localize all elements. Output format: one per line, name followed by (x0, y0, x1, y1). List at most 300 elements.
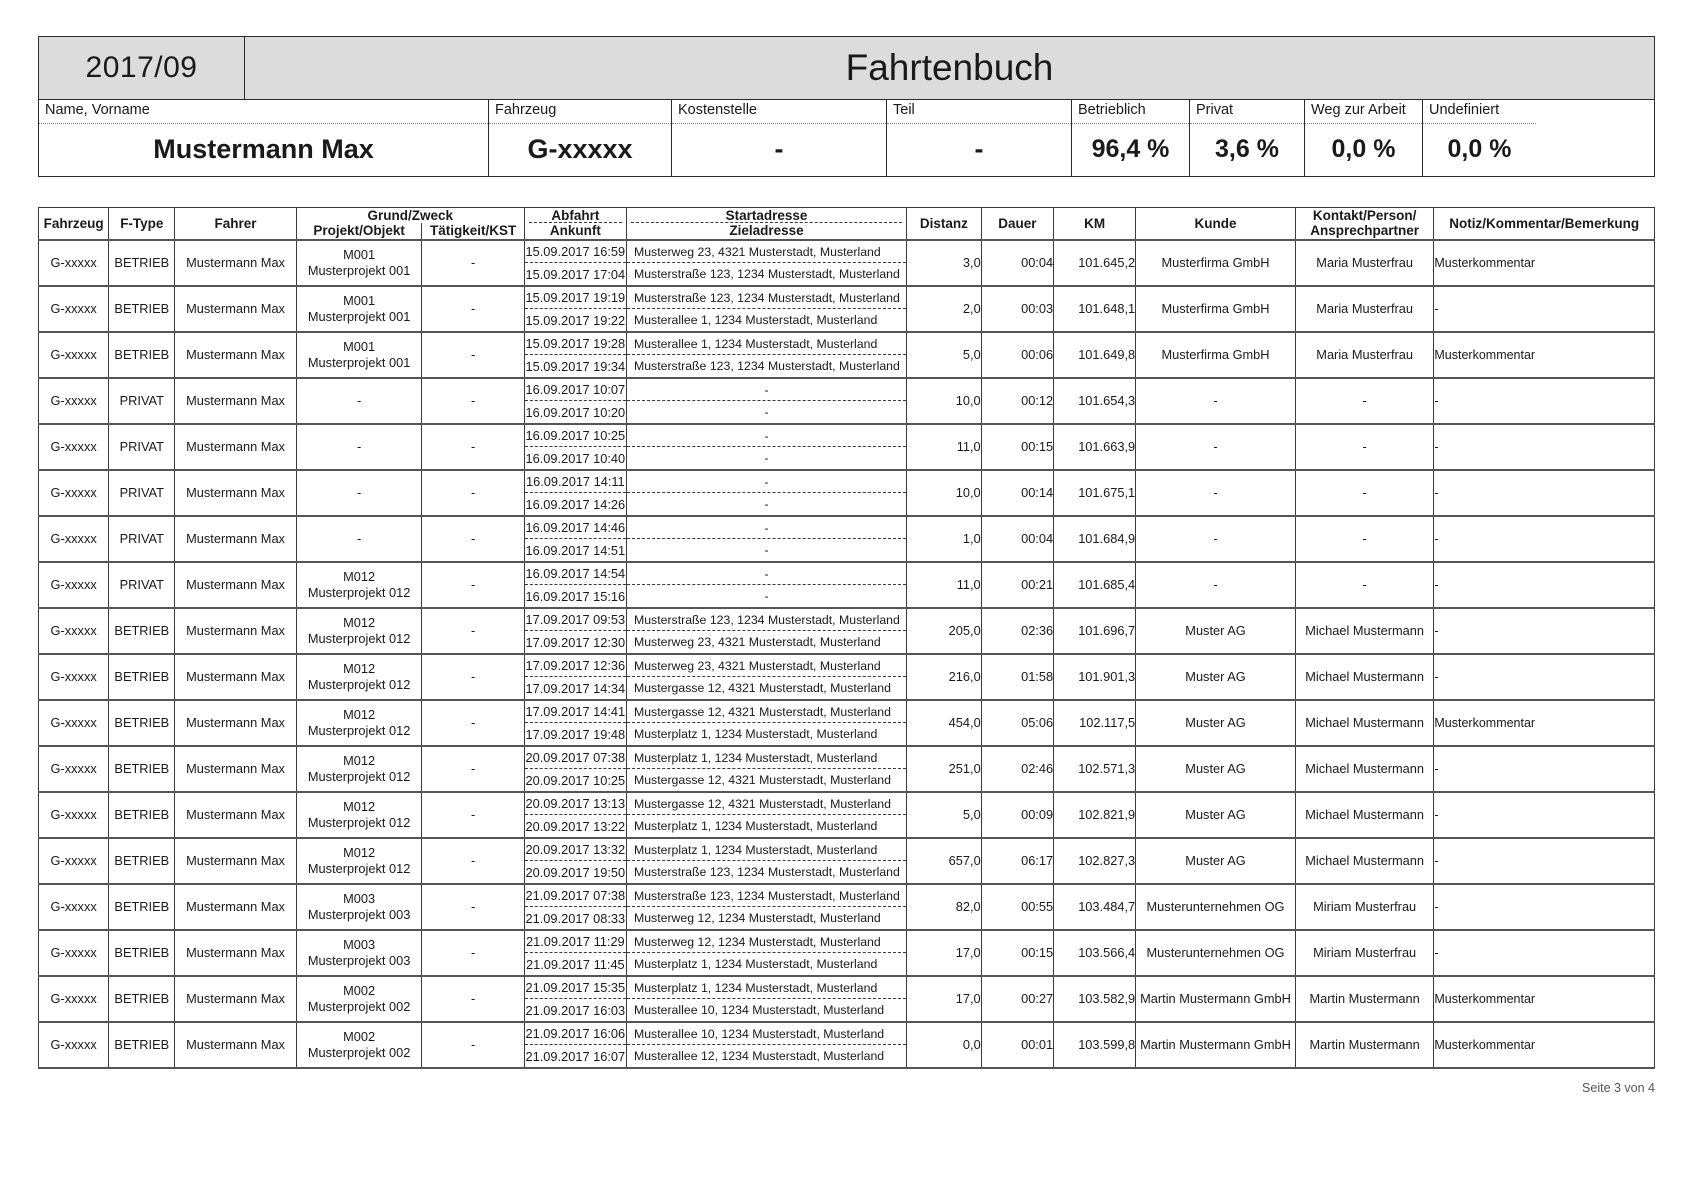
cell-km: 101.675,1 (1054, 470, 1136, 516)
zieladresse: Musterplatz 1, 1234 Musterstadt, Musterland (633, 727, 878, 742)
cell-ftype: BETRIEB (109, 286, 175, 332)
cell-abfahrt-ankunft (524, 700, 626, 746)
cell-fahrer: Mustermann Max (175, 654, 296, 700)
ankunft-time: 21.09.2017 16:03 (525, 1002, 626, 1018)
ankunft-time: 21.09.2017 11:45 (526, 956, 625, 972)
col-header-kontakt-line1: Kontakt/Person/ (1312, 207, 1417, 223)
abfahrt-time: 21.09.2017 15:35 (525, 977, 626, 1000)
cell-kontakt: Michael Mustermann (1295, 654, 1433, 700)
cell-distanz: 251,0 (907, 746, 982, 792)
cell-km: 103.582,9 (1054, 976, 1136, 1022)
cell-distanz: 82,0 (907, 884, 982, 930)
zieladresse: - (764, 543, 769, 558)
cell-kunde: Musterfirma GmbH (1136, 332, 1296, 378)
cell-taetigkeit-kst: - (422, 792, 524, 838)
ankunft-time: 15.09.2017 19:34 (525, 358, 626, 374)
cell-fahrer: Mustermann Max (175, 378, 296, 424)
cell-kunde: Muster AG (1136, 608, 1296, 654)
cell-taetigkeit-kst: - (422, 332, 524, 378)
table-row[interactable] (39, 332, 1655, 378)
cell-kontakt: Michael Mustermann (1295, 838, 1433, 884)
projekt-code: M003 (343, 936, 376, 952)
cell-km: 102.827,3 (1054, 838, 1136, 884)
cell-start-ziel-adresse (626, 884, 906, 930)
cell-kontakt: Martin Mustermann (1295, 976, 1433, 1022)
cell-kunde: - (1136, 470, 1296, 516)
cell-taetigkeit-kst: - (422, 424, 524, 470)
header-field-private-value: 3,6 % (1215, 135, 1279, 164)
header-field-private-label: Privat (1190, 100, 1304, 124)
cell-ftype: BETRIEB (109, 1022, 175, 1068)
abfahrt-time: 17.09.2017 12:36 (525, 655, 626, 678)
header-field-business-value: 96,4 % (1091, 135, 1170, 164)
cell-fahrer: Mustermann Max (175, 838, 296, 884)
cell-start-ziel-adresse (626, 976, 906, 1022)
ankunft-time: 16.09.2017 15:16 (525, 588, 626, 604)
cell-notiz: Musterkommentar (1434, 332, 1655, 378)
cell-kontakt: Maria Musterfrau (1295, 286, 1433, 332)
cell-fahrzeug: G-xxxxx (39, 286, 109, 332)
zieladresse: Musterstraße 123, 1234 Musterstadt, Musterland (633, 267, 900, 282)
cell-fahrzeug: G-xxxxx (39, 1022, 109, 1068)
cell-dauer: 00:04 (981, 516, 1053, 562)
cell-fahrzeug: G-xxxxx (39, 746, 109, 792)
cell-fahrzeug: G-xxxxx (39, 838, 109, 884)
header-field-vehicle-value: G-xxxxx (527, 134, 633, 165)
cell-taetigkeit-kst: - (422, 930, 524, 976)
zieladresse: Musterweg 12, 1234 Musterstadt, Musterland (633, 911, 881, 926)
projekt-name: Musterprojekt 012 (307, 630, 411, 646)
cell-abfahrt-ankunft (524, 240, 626, 286)
cell-taetigkeit-kst: - (422, 470, 524, 516)
header-field-commute-label: Weg zur Arbeit (1305, 100, 1422, 124)
header-field-part (887, 100, 1072, 176)
cell-projekt-objekt (296, 286, 422, 332)
table-row[interactable] (39, 884, 1655, 930)
cell-fahrzeug: G-xxxxx (39, 240, 109, 286)
cell-dauer: 01:58 (981, 654, 1053, 700)
cell-taetigkeit-kst: - (422, 838, 524, 884)
projekt-name: Musterprojekt 001 (307, 308, 411, 324)
startadresse: Musterweg 23, 4321 Musterstadt, Musterland (627, 655, 906, 678)
projekt-name: Musterprojekt 003 (307, 952, 411, 968)
cell-dauer: 02:36 (981, 608, 1053, 654)
projekt-code: - (356, 484, 362, 500)
header-field-name-value: Mustermann Max (153, 134, 374, 165)
cell-kunde: Muster AG (1136, 792, 1296, 838)
cell-taetigkeit-kst: - (422, 884, 524, 930)
cell-distanz: 2,0 (907, 286, 982, 332)
period-label: 2017/09 (39, 37, 245, 99)
cell-fahrzeug: G-xxxxx (39, 930, 109, 976)
table-row[interactable] (39, 654, 1655, 700)
abfahrt-time: 16.09.2017 14:54 (525, 563, 626, 586)
table-row[interactable] (39, 746, 1655, 792)
abfahrt-time: 20.09.2017 13:13 (525, 793, 626, 816)
ankunft-time: 20.09.2017 10:25 (525, 772, 626, 788)
projekt-name: Musterprojekt 012 (307, 584, 411, 600)
col-header-projekt-objekt: Projekt/Objekt (296, 223, 422, 240)
col-header-kontakt-line2: Ansprechpartner (1310, 223, 1420, 239)
cell-fahrzeug: G-xxxxx (39, 884, 109, 930)
table-row[interactable] (39, 976, 1655, 1022)
zieladresse: Musterallee 10, 1234 Musterstadt, Musterland (633, 1003, 885, 1018)
projekt-code: M012 (343, 660, 376, 676)
abfahrt-time: 17.09.2017 14:41 (525, 701, 626, 724)
col-header-distanz: Distanz (907, 207, 982, 240)
zieladresse: Musterallee 12, 1234 Musterstadt, Musterland (633, 1049, 885, 1064)
table-row[interactable] (39, 608, 1655, 654)
abfahrt-time: 15.09.2017 19:28 (525, 333, 626, 356)
ankunft-time: 15.09.2017 19:22 (525, 312, 626, 328)
trip-log-table-container (38, 207, 1655, 1069)
document-header (38, 36, 1655, 177)
cell-fahrer: Mustermann Max (175, 792, 296, 838)
cell-kunde: - (1136, 378, 1296, 424)
cell-taetigkeit-kst: - (422, 378, 524, 424)
ankunft-time: 16.09.2017 14:51 (525, 542, 626, 558)
cell-notiz: Musterkommentar (1434, 240, 1655, 286)
cell-distanz: 5,0 (907, 332, 982, 378)
zieladresse: Mustergasse 12, 4321 Musterstadt, Musterland (633, 681, 891, 696)
cell-dauer: 05:06 (981, 700, 1053, 746)
cell-abfahrt-ankunft (524, 562, 626, 608)
projekt-code: M002 (343, 1028, 376, 1044)
cell-kunde: Muster AG (1136, 838, 1296, 884)
startadresse: Musterstraße 123, 1234 Musterstadt, Musterland (627, 287, 906, 310)
cell-distanz: 17,0 (907, 930, 982, 976)
cell-abfahrt-ankunft (524, 608, 626, 654)
zieladresse: - (764, 451, 769, 466)
header-field-vehicle (489, 100, 672, 176)
cell-notiz: - (1434, 792, 1655, 838)
ankunft-time: 16.09.2017 10:40 (525, 450, 626, 466)
cell-distanz: 10,0 (907, 378, 982, 424)
header-field-costcenter-value: - (774, 134, 784, 165)
table-row[interactable] (39, 562, 1655, 608)
abfahrt-time: 21.09.2017 11:29 (525, 931, 626, 954)
cell-notiz: - (1434, 654, 1655, 700)
cell-ftype: BETRIEB (109, 884, 175, 930)
ankunft-time: 16.09.2017 10:20 (525, 404, 626, 420)
table-row[interactable] (39, 240, 1655, 286)
cell-fahrer: Mustermann Max (175, 976, 296, 1022)
cell-distanz: 11,0 (907, 562, 982, 608)
cell-km: 101.649,8 (1054, 332, 1136, 378)
projekt-code: M003 (343, 890, 376, 906)
cell-km: 101.654,3 (1054, 378, 1136, 424)
col-header-ftype: F-Type (109, 207, 175, 240)
projekt-code: - (356, 392, 362, 408)
header-field-business-label: Betrieblich (1072, 100, 1189, 124)
cell-notiz: Musterkommentar (1434, 976, 1655, 1022)
ankunft-time: 17.09.2017 19:48 (525, 726, 626, 742)
projekt-name: Musterprojekt 012 (307, 722, 411, 738)
cell-km: 102.821,9 (1054, 792, 1136, 838)
cell-projekt-objekt (296, 562, 422, 608)
cell-projekt-objekt (296, 654, 422, 700)
zieladresse: Musterplatz 1, 1234 Musterstadt, Musterland (633, 819, 878, 834)
cell-taetigkeit-kst: - (422, 1022, 524, 1068)
header-field-undefined-value: 0,0 % (1447, 135, 1512, 164)
cell-kunde: Muster AG (1136, 746, 1296, 792)
cell-start-ziel-adresse (626, 838, 906, 884)
ankunft-time: 15.09.2017 17:04 (525, 266, 626, 282)
cell-fahrer: Mustermann Max (175, 930, 296, 976)
cell-fahrer: Mustermann Max (175, 286, 296, 332)
cell-distanz: 5,0 (907, 792, 982, 838)
table-row[interactable] (39, 424, 1655, 470)
startadresse: - (627, 379, 906, 402)
col-header-grund-zweck: Grund/Zweck (296, 207, 524, 223)
cell-kontakt: Michael Mustermann (1295, 700, 1433, 746)
cell-start-ziel-adresse (626, 930, 906, 976)
cell-fahrzeug: G-xxxxx (39, 332, 109, 378)
cell-dauer: 00:27 (981, 976, 1053, 1022)
projekt-name: Musterprojekt 002 (307, 998, 411, 1014)
col-header-fahrzeug: Fahrzeug (39, 207, 109, 240)
cell-start-ziel-adresse (626, 562, 906, 608)
abfahrt-time: 16.09.2017 14:11 (525, 471, 626, 494)
abfahrt-time: 17.09.2017 09:53 (525, 609, 626, 632)
header-field-part-label: Teil (887, 100, 1071, 124)
cell-notiz: - (1434, 470, 1655, 516)
cell-ftype: PRIVAT (109, 424, 175, 470)
cell-kunde: Musterunternehmen OG (1136, 930, 1296, 976)
cell-start-ziel-adresse (626, 1022, 906, 1068)
cell-projekt-objekt (296, 930, 422, 976)
cell-fahrzeug: G-xxxxx (39, 424, 109, 470)
table-body (39, 240, 1655, 1068)
cell-abfahrt-ankunft (524, 516, 626, 562)
header-field-undefined (1423, 100, 1536, 176)
startadresse: - (627, 471, 906, 494)
header-field-undefined-label: Undefiniert (1423, 100, 1536, 124)
header-field-business (1072, 100, 1190, 176)
cell-taetigkeit-kst: - (422, 700, 524, 746)
cell-notiz: - (1434, 838, 1655, 884)
cell-projekt-objekt (296, 976, 422, 1022)
abfahrt-time: 20.09.2017 07:38 (525, 747, 626, 770)
cell-km: 101.901,3 (1054, 654, 1136, 700)
cell-ftype: BETRIEB (109, 700, 175, 746)
startadresse: Mustergasse 12, 4321 Musterstadt, Musterland (627, 701, 906, 724)
cell-abfahrt-ankunft (524, 654, 626, 700)
header-field-vehicle-label: Fahrzeug (489, 100, 671, 124)
cell-notiz: - (1434, 746, 1655, 792)
table-row[interactable] (39, 792, 1655, 838)
cell-distanz: 657,0 (907, 838, 982, 884)
col-header-fahrer: Fahrer (175, 207, 296, 240)
startadresse: Musterweg 23, 4321 Musterstadt, Musterland (627, 241, 906, 264)
cell-projekt-objekt (296, 884, 422, 930)
header-field-name-label: Name, Vorname (39, 100, 488, 124)
header-fields-row (39, 99, 1654, 176)
cell-fahrzeug: G-xxxxx (39, 792, 109, 838)
cell-kontakt: - (1295, 378, 1433, 424)
cell-taetigkeit-kst: - (422, 240, 524, 286)
table-row[interactable] (39, 516, 1655, 562)
ankunft-time: 20.09.2017 13:22 (525, 818, 626, 834)
table-row[interactable] (39, 286, 1655, 332)
cell-fahrzeug: G-xxxxx (39, 976, 109, 1022)
zieladresse: Musterweg 23, 4321 Musterstadt, Musterland (633, 635, 881, 650)
table-row[interactable] (39, 700, 1655, 746)
cell-notiz: Musterkommentar (1434, 700, 1655, 746)
cell-km: 103.566,4 (1054, 930, 1136, 976)
cell-projekt-objekt (296, 470, 422, 516)
projekt-code: - (356, 530, 362, 546)
cell-ftype: BETRIEB (109, 930, 175, 976)
cell-abfahrt-ankunft (524, 884, 626, 930)
cell-abfahrt-ankunft (524, 286, 626, 332)
projekt-code: - (356, 438, 362, 454)
cell-fahrzeug: G-xxxxx (39, 470, 109, 516)
cell-projekt-objekt (296, 608, 422, 654)
cell-ftype: BETRIEB (109, 746, 175, 792)
cell-fahrer: Mustermann Max (175, 884, 296, 930)
cell-notiz: - (1434, 608, 1655, 654)
cell-dauer: 00:55 (981, 884, 1053, 930)
cell-fahrzeug: G-xxxxx (39, 608, 109, 654)
cell-projekt-objekt (296, 838, 422, 884)
startadresse: - (627, 517, 906, 540)
cell-fahrer: Mustermann Max (175, 700, 296, 746)
cell-start-ziel-adresse (626, 286, 906, 332)
cell-abfahrt-ankunft (524, 930, 626, 976)
projekt-name: Musterprojekt 001 (307, 354, 411, 370)
cell-notiz: - (1434, 884, 1655, 930)
projekt-code: M012 (343, 568, 376, 584)
cell-kontakt: - (1295, 470, 1433, 516)
cell-taetigkeit-kst: - (422, 654, 524, 700)
projekt-code: M012 (343, 614, 376, 630)
cell-start-ziel-adresse (626, 700, 906, 746)
cell-km: 101.685,4 (1054, 562, 1136, 608)
table-head-row-1 (39, 207, 1655, 223)
startadresse: Musterallee 10, 1234 Musterstadt, Musterland (627, 1023, 906, 1046)
cell-kontakt: Michael Mustermann (1295, 792, 1433, 838)
cell-dauer: 00:12 (981, 378, 1053, 424)
cell-ftype: PRIVAT (109, 378, 175, 424)
col-header-startadresse: Startadresse (626, 207, 906, 223)
cell-kontakt: Miriam Musterfrau (1295, 884, 1433, 930)
projekt-name: Musterprojekt 012 (307, 768, 411, 784)
cell-start-ziel-adresse (626, 608, 906, 654)
cell-kunde: Musterfirma GmbH (1136, 286, 1296, 332)
projekt-code: M012 (343, 752, 376, 768)
cell-distanz: 3,0 (907, 240, 982, 286)
cell-taetigkeit-kst: - (422, 608, 524, 654)
cell-kontakt: - (1295, 516, 1433, 562)
cell-ftype: PRIVAT (109, 470, 175, 516)
abfahrt-time: 21.09.2017 16:06 (525, 1023, 626, 1046)
cell-kunde: Musterfirma GmbH (1136, 240, 1296, 286)
ankunft-time: 17.09.2017 14:34 (525, 680, 626, 696)
table-row[interactable] (39, 838, 1655, 884)
ankunft-time: 16.09.2017 14:26 (525, 496, 626, 512)
cell-kontakt: Michael Mustermann (1295, 746, 1433, 792)
cell-dauer: 00:09 (981, 792, 1053, 838)
abfahrt-time: 16.09.2017 10:07 (525, 379, 626, 402)
cell-distanz: 205,0 (907, 608, 982, 654)
projekt-name: Musterprojekt 012 (307, 814, 411, 830)
cell-abfahrt-ankunft (524, 424, 626, 470)
table-row[interactable] (39, 470, 1655, 516)
cell-kontakt: - (1295, 562, 1433, 608)
table-row[interactable] (39, 378, 1655, 424)
cell-dauer: 00:03 (981, 286, 1053, 332)
header-field-commute (1305, 100, 1423, 176)
zieladresse: Musterallee 1, 1234 Musterstadt, Musterland (633, 313, 878, 328)
cell-fahrer: Mustermann Max (175, 562, 296, 608)
cell-ftype: BETRIEB (109, 654, 175, 700)
table-row[interactable] (39, 930, 1655, 976)
startadresse: - (627, 563, 906, 586)
cell-notiz: - (1434, 930, 1655, 976)
header-field-name (39, 100, 489, 176)
cell-dauer: 00:04 (981, 240, 1053, 286)
projekt-code: M001 (343, 292, 376, 308)
cell-projekt-objekt (296, 332, 422, 378)
projekt-name: Musterprojekt 003 (307, 906, 411, 922)
cell-projekt-objekt (296, 378, 422, 424)
cell-fahrzeug: G-xxxxx (39, 378, 109, 424)
startadresse: Musterweg 12, 1234 Musterstadt, Musterland (627, 931, 906, 954)
cell-fahrer: Mustermann Max (175, 470, 296, 516)
cell-abfahrt-ankunft (524, 746, 626, 792)
cell-distanz: 11,0 (907, 424, 982, 470)
projekt-code: M012 (343, 706, 376, 722)
startadresse: - (627, 425, 906, 448)
cell-abfahrt-ankunft (524, 976, 626, 1022)
header-field-costcenter-label: Kostenstelle (672, 100, 886, 124)
cell-kontakt: Maria Musterfrau (1295, 332, 1433, 378)
cell-distanz: 10,0 (907, 470, 982, 516)
cell-start-ziel-adresse (626, 746, 906, 792)
cell-ftype: PRIVAT (109, 516, 175, 562)
startadresse: Musterstraße 123, 1234 Musterstadt, Musterland (627, 609, 906, 632)
cell-fahrer: Mustermann Max (175, 240, 296, 286)
cell-km: 102.571,3 (1054, 746, 1136, 792)
cell-notiz: - (1434, 516, 1655, 562)
cell-km: 102.117,5 (1054, 700, 1136, 746)
cell-distanz: 454,0 (907, 700, 982, 746)
projekt-name: Musterprojekt 012 (307, 860, 411, 876)
cell-fahrer: Mustermann Max (175, 746, 296, 792)
cell-dauer: 02:46 (981, 746, 1053, 792)
table-row[interactable] (39, 1022, 1655, 1068)
zieladresse: - (764, 497, 769, 512)
cell-notiz: - (1434, 562, 1655, 608)
cell-notiz: - (1434, 378, 1655, 424)
cell-abfahrt-ankunft (524, 792, 626, 838)
cell-ftype: BETRIEB (109, 608, 175, 654)
startadresse: Mustergasse 12, 4321 Musterstadt, Musterland (627, 793, 906, 816)
cell-dauer: 00:15 (981, 930, 1053, 976)
zieladresse: Musterstraße 123, 1234 Musterstadt, Musterland (633, 359, 900, 374)
zieladresse: Mustergasse 12, 4321 Musterstadt, Musterland (633, 773, 891, 788)
col-header-km: KM (1054, 207, 1136, 240)
col-header-ankunft: Ankunft (524, 223, 626, 240)
ankunft-time: 20.09.2017 19:50 (525, 864, 626, 880)
cell-kunde: Martin Mustermann GmbH (1136, 976, 1296, 1022)
projekt-name: Musterprojekt 012 (307, 676, 411, 692)
col-header-notiz: Notiz/Kommentar/Bemerkung (1434, 207, 1655, 240)
col-header-kontakt (1295, 207, 1433, 240)
cell-kontakt: Martin Mustermann (1295, 1022, 1433, 1068)
abfahrt-time: 16.09.2017 14:46 (525, 517, 626, 540)
